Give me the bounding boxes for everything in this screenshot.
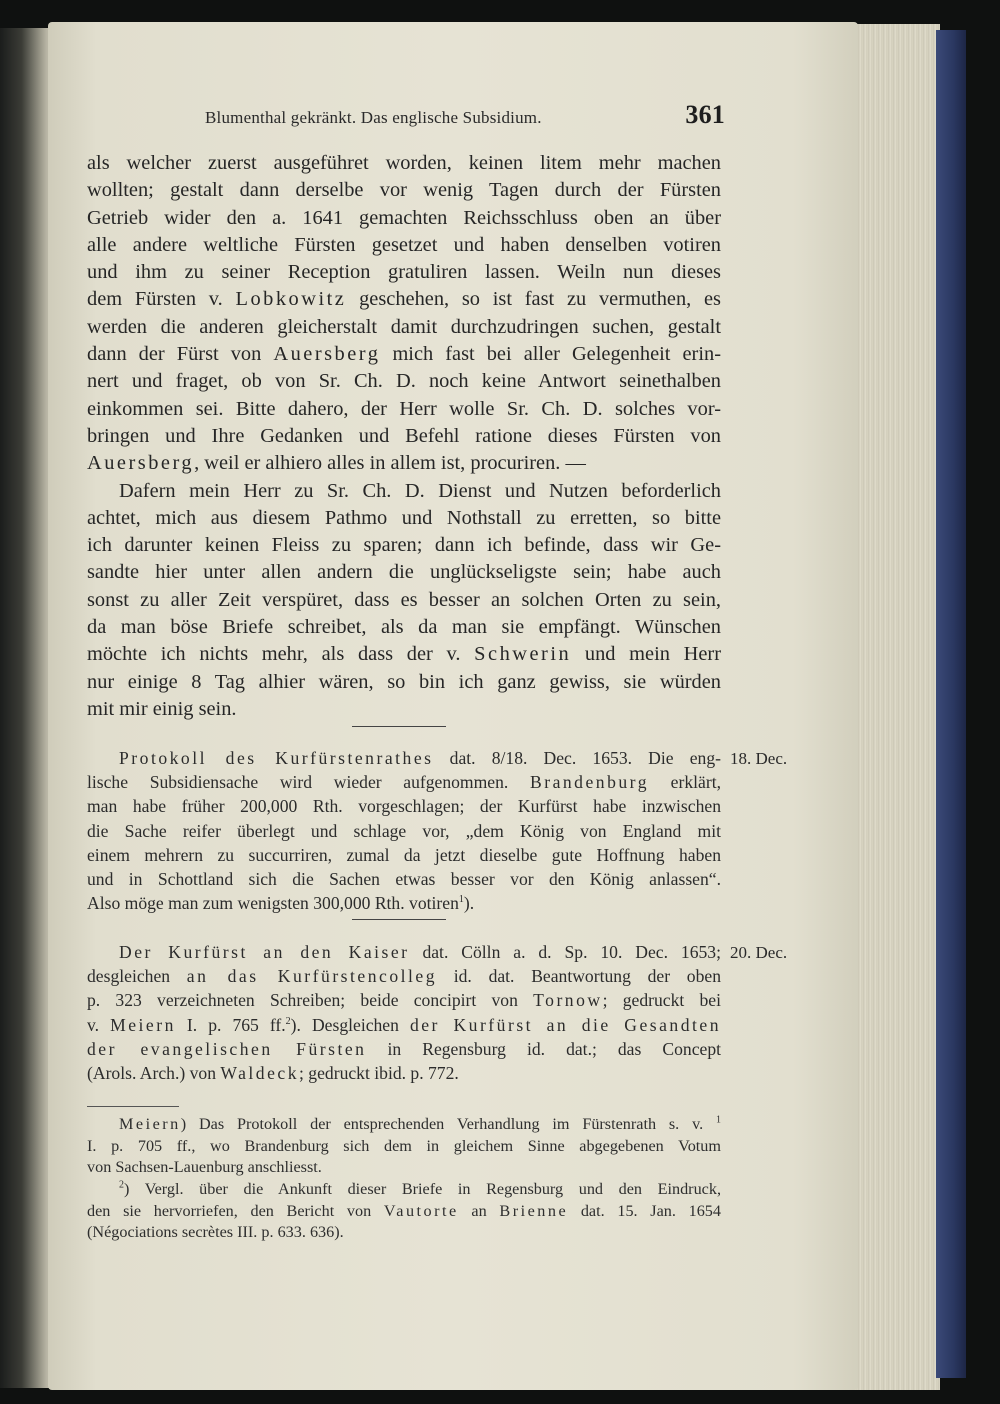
spaced-name: Auersberg xyxy=(87,452,195,475)
text-line: die Sache reifer überlegt und schlage vor, „dem König von England mit xyxy=(87,820,721,841)
spaced-name: der Kurfürst an die Gesandten xyxy=(409,1014,722,1035)
main-letter-text xyxy=(87,150,721,723)
text-run: p. 323 verzeichneten Schreiben; beide concipirt von xyxy=(87,990,534,1011)
text-run: id. dat. Beantwortung der oben xyxy=(437,966,721,987)
text-run: Also möge man zum wenigsten 300,000 Rth. votiren xyxy=(87,893,459,914)
text-line xyxy=(87,1061,721,1085)
text-line: Getrieb wider den a. 1641 gemachten Reichsschluss oben an über xyxy=(87,206,721,229)
spaced-name: Meiern xyxy=(119,1115,181,1133)
text-line xyxy=(87,1037,721,1061)
text-line: nur einige 8 Tag alhier wären, so bin ich ganz gewiss, sie würden xyxy=(87,670,721,693)
text-line: und ihm zu seiner Reception gratuliren lassen. Weiln nun dieses xyxy=(87,261,721,284)
text-line: einkommen sei. Bitte dahero, der Herr wolle Sr. Ch. D. solches vor- xyxy=(87,397,721,420)
text-line: sonst zu aller Zeit verspüret, dass es besser an solchen Orten zu sein, xyxy=(87,588,721,611)
spaced-name: Protokoll des Kurfürstenrathes xyxy=(119,748,434,768)
text-run: dem Fürsten v. xyxy=(87,288,236,311)
letter-entry xyxy=(87,940,721,1085)
text-line: man habe früher 200,000 Rth. vorgeschlagen; der Kurfürst habe inzwischen xyxy=(87,796,721,817)
spaced-name: Brandenburg xyxy=(529,772,650,793)
text-line: nert und fraget, ob von Sr. Ch. D. noch keine Antwort seinethalben xyxy=(87,370,721,393)
footnote-ref: 2 xyxy=(285,1015,291,1027)
margin-date-20-dec: 20. Dec. xyxy=(730,943,788,962)
text-run: v. xyxy=(87,1014,111,1035)
text-line xyxy=(87,964,721,988)
text-run: erklärt, xyxy=(649,772,721,793)
running-title: Blumenthal gekränkt. Das englische Subsidium. xyxy=(205,108,542,127)
text-line: ich darunter keinen Fleiss zu sparen; dann ich befinde, dass wir Ge- xyxy=(87,534,721,557)
text-run: , weil er alhiero alles in allem ist, procuriren. — xyxy=(194,452,586,475)
margin-date-18-dec: 18. Dec. xyxy=(730,749,788,768)
text-run: geschehen, so ist fast zu vermuthen, es xyxy=(346,288,721,311)
text-line: und in Schottland sich die Sachen etwas besser vor den König anlassen“. xyxy=(87,868,721,889)
spaced-name: an das Kurfürstencolleg xyxy=(186,966,438,987)
text-line: Dafern mein Herr zu Sr. Ch. D. Dienst und Nutzen beforderlich xyxy=(119,479,721,502)
text-line xyxy=(87,341,721,368)
text-line xyxy=(87,770,721,794)
footnote-ref: 1 xyxy=(716,1114,721,1126)
text-run: I. p. 765 ff. xyxy=(175,1014,286,1035)
spaced-name: Tornow xyxy=(533,990,603,1011)
page-number: 361 xyxy=(685,100,725,129)
text-run: möchte ich nichts mehr, als dass der v. xyxy=(87,643,475,666)
spaced-name: Waldeck xyxy=(220,1062,300,1083)
spaced-name: Auersberg xyxy=(273,343,381,366)
text-line: sandte hier unter allen andern die unglückseligste sein; habe auch xyxy=(87,561,721,584)
text-line xyxy=(87,641,721,668)
text-line xyxy=(87,450,721,477)
footnote-line xyxy=(87,1201,721,1223)
text-run: dann der Fürst von xyxy=(87,343,274,366)
footnotes xyxy=(87,1114,721,1244)
spaced-name: Der Kurfürst an den Kaiser xyxy=(119,942,410,962)
text-run: dat. 8/18. Dec. 1653. Die eng- xyxy=(433,748,721,768)
text-run: ). Desgleichen xyxy=(290,1014,410,1035)
spaced-name: Schwerin xyxy=(474,643,572,666)
text-run: ) Das Protokoll der entsprechenden Verhandlung im Fürstenrath s. v. xyxy=(180,1115,716,1133)
text-run: desgleichen xyxy=(87,966,187,987)
text-line xyxy=(87,940,721,964)
text-line xyxy=(87,891,721,915)
spaced-name: Lobkowitz xyxy=(235,288,347,311)
text-line: mit mir einig sein. xyxy=(87,697,237,720)
text-line xyxy=(87,988,721,1012)
text-line: einem mehrern zu succurriren, zumal da jetzt dieselbe gute Hoffnung haben xyxy=(87,844,721,865)
text-run: ) Vergl. über die Ankunft dieser Briefe in Regensburg und den Eindruck, xyxy=(124,1180,721,1199)
spaced-name: Meiern xyxy=(110,1014,176,1035)
footnote-ref: 1 xyxy=(458,894,464,906)
text-line xyxy=(87,286,721,313)
text-run: ; gedruckt ibid. p. 772. xyxy=(299,1062,459,1083)
text-run: an xyxy=(458,1201,500,1220)
text-run: und mein Herr xyxy=(571,643,721,666)
text-line: alle andere weltliche Fürsten gesetzet und haben denselben votiren xyxy=(87,233,721,256)
text-run: mich fast bei aller Gelegenheit erin- xyxy=(380,343,721,366)
footnote-divider xyxy=(87,1106,179,1107)
spaced-name: der evangelischen Fürsten xyxy=(87,1038,367,1059)
text-line: da man böse Briefe schreibet, als da man sie empfängt. Wünschen xyxy=(87,616,721,639)
footnote-line xyxy=(87,1179,721,1201)
protocol-entry xyxy=(87,746,721,915)
text-run: lische Subsidiensache wird wieder aufgenommen. xyxy=(87,772,530,793)
spaced-name: Vautorte xyxy=(383,1201,459,1220)
text-line: als welcher zuerst ausgeführet worden, keinen litem mehr machen xyxy=(87,152,721,174)
running-header xyxy=(205,100,725,134)
footnote-line: von Sachsen-Lauenburg anschliesst. xyxy=(87,1158,322,1177)
text-line xyxy=(87,1013,721,1037)
text-run: in Regensburg id. dat.; das Concept xyxy=(366,1038,722,1059)
footnote-line: I. p. 705 ff., wo Brandenburg sich dem in gleichem Sinne abgegebenen Votum xyxy=(87,1136,721,1155)
page-stack-edge xyxy=(852,24,940,1390)
text-run: dat. 15. Jan. 1654 xyxy=(568,1201,721,1220)
footnote-line xyxy=(87,1114,721,1136)
section-divider xyxy=(352,919,446,920)
text-run: ; gedruckt bei xyxy=(602,990,722,1011)
text-line: wollten; gestalt dann derselbe vor wenig Tagen durch der Fürsten xyxy=(87,179,721,202)
section-divider xyxy=(352,726,446,727)
text-line: werden die anderen gleicherstalt damit durchzudringen suchen, gestalt xyxy=(87,315,721,338)
text-line: bringen und Ihre Gedanken und Befehl ratione dieses Fürsten von xyxy=(87,424,721,447)
text-line xyxy=(87,746,721,770)
book-cover-edge xyxy=(936,30,966,1378)
text-run: (Arols. Arch.) von xyxy=(87,1062,221,1083)
spaced-name: Brienne xyxy=(499,1201,569,1220)
footnote-marker: 2 xyxy=(119,1179,124,1191)
text-line: achtet, mich aus diesem Pathmo und Nothstall zu erretten, so bitte xyxy=(87,506,721,529)
text-run: dat. Cölln a. d. Sp. 10. Dec. 1653; xyxy=(409,942,721,962)
footnote-line: (Négociations secrètes III. p. 633. 636). xyxy=(87,1223,344,1242)
text-run: den sie hervorriefen, den Bericht von xyxy=(87,1201,384,1220)
text-run: ). xyxy=(463,893,475,914)
